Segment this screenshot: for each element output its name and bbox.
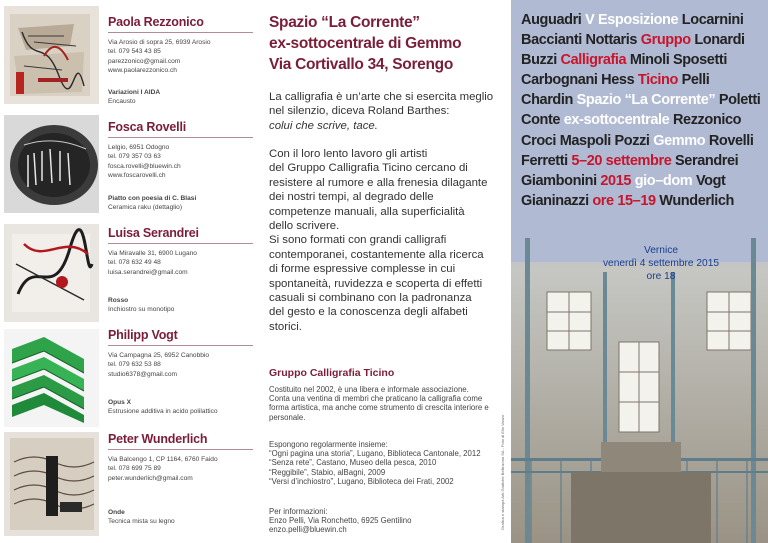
body-line: casuali si combinano con la padronanza <box>269 292 472 305</box>
word-cloud-word: Croci Maspoli Pozzi <box>521 132 654 149</box>
word-cloud-line <box>521 110 766 130</box>
artist-name: Peter Wunderlich <box>108 432 253 450</box>
word-cloud-word: Rovelli <box>708 132 754 149</box>
word-cloud-word: Minoli Sposetti <box>629 52 727 69</box>
info-panel <box>255 0 511 543</box>
artwork-technique: Tecnica mista su legno <box>108 518 175 526</box>
artwork-caption <box>108 88 160 107</box>
word-cloud-word: Ferretti <box>521 152 572 169</box>
artist-card <box>0 110 255 218</box>
exhibitions-list <box>269 440 501 486</box>
word-cloud-line <box>521 151 766 171</box>
body-paragraph <box>269 147 501 334</box>
artist-name: Fosca Rovelli <box>108 120 253 138</box>
exhibitions-heading: Espongono regolarmente insieme: <box>269 440 388 449</box>
word-cloud-word: V Esposizione <box>581 12 682 28</box>
print-credit: Grafica e stampa Arti Grafiche Bellinzona SA - Foto di Elio Vanzo <box>500 414 505 530</box>
email-line: studio6378@gmail.com <box>108 370 178 378</box>
word-cloud-line <box>521 171 766 191</box>
address-line: Via Miravalle 31, 6900 Lugano <box>108 250 197 257</box>
group-description: Costituito nel 2002, è una libera e informale associazione. Conta una ventina di membri che praticano la calligrafia come forma artistica, ma anche come strumento di crescita interiore e personale. <box>269 385 489 422</box>
artwork-caption <box>108 508 175 527</box>
phone-line: tel. 078 632 49 48 <box>108 259 161 267</box>
word-cloud-word: Rezzonico <box>672 112 742 129</box>
artist-card <box>0 0 255 110</box>
word-cloud-word: Baccianti Nottaris <box>521 32 641 49</box>
artwork-technique: Estrusione additiva in acido polilattico <box>108 408 218 416</box>
address-line: Lelgio, 6951 Odogno <box>108 144 170 151</box>
word-cloud-line <box>521 50 766 70</box>
artist-info <box>108 226 253 277</box>
exhibition-item: “Ogni pagina una storia”, Lugano, Biblioteca Cantonale, 2012 <box>269 449 481 459</box>
phone-line: tel. 079 632 53 88 <box>108 361 161 369</box>
word-cloud-word: Giambonini <box>521 172 601 189</box>
artist-address <box>108 249 253 277</box>
word-cloud-word: 2015 <box>600 172 635 189</box>
artwork-thumbnail <box>4 224 99 322</box>
word-cloud-line <box>521 10 766 30</box>
word-cloud-word: Vogt <box>695 172 726 189</box>
artwork-title: Rosso <box>108 297 129 304</box>
phone-line: tel. 078 699 75 89 <box>108 465 161 473</box>
artist-card <box>0 218 255 324</box>
word-cloud-word: Chardin <box>521 92 577 109</box>
artist-info <box>108 120 253 181</box>
artist-address <box>108 351 253 379</box>
artwork-thumbnail <box>4 432 99 536</box>
opening-label: Vernice <box>644 245 678 256</box>
word-cloud-word: gio–dom <box>634 172 696 189</box>
word-cloud-word: Calligrafia <box>560 52 630 69</box>
email-line: parezzonico@gmail.com <box>108 57 181 65</box>
word-cloud-word: Carbognani Hess <box>521 72 638 89</box>
artwork-thumbnail <box>4 115 99 213</box>
word-cloud-word: Gemmo <box>653 132 709 149</box>
word-cloud-line <box>521 191 766 211</box>
word-cloud-word: Pelli <box>681 72 710 89</box>
exhibition-item: “Reggibile”, Stabio, alBagni, 2009 <box>269 467 386 477</box>
body-line: del gesto e la conoscenza degli alfabeti <box>269 306 468 319</box>
body-line: del Gruppo Calligrafia Ticino cercano di <box>269 162 468 175</box>
intro-quote: colui che scrive, tace. <box>269 119 378 132</box>
word-cloud-word: Buzzi <box>521 52 561 69</box>
body-line: dello scrivere. <box>269 220 340 233</box>
email-line: luisa.serandrei@gmail.com <box>108 268 188 276</box>
venue-title <box>269 12 461 75</box>
artist-info <box>108 328 253 379</box>
word-cloud-word: 5–20 settembre <box>571 152 676 169</box>
artist-address <box>108 38 253 76</box>
venue-address: Via Cortivallo 34, Sorengo <box>269 56 453 73</box>
artist-card <box>0 324 255 428</box>
opening-notice <box>561 244 761 283</box>
body-line: Con il loro lento lavoro gli artisti <box>269 148 428 160</box>
artwork-title: Opus X <box>108 399 132 406</box>
artist-name: Luisa Serandrei <box>108 226 253 244</box>
opening-time: ore 18 <box>646 271 676 282</box>
contact-info <box>269 507 501 535</box>
body-line: Si sono formati con grandi calligrafi <box>269 234 447 247</box>
word-cloud-word: Spazio “La Corrente” <box>576 92 719 109</box>
email-line: fosca.rovelli@bluewin.ch <box>108 162 181 170</box>
word-cloud-word: Conte <box>521 112 564 129</box>
group-heading: Gruppo Calligrafia Ticino <box>269 367 395 379</box>
artwork-title: Variazioni I AIDA <box>108 89 161 96</box>
word-cloud-word: Gianinazzi <box>521 192 593 209</box>
word-cloud-word: ex-sottocentrale <box>563 112 673 129</box>
artwork-technique: Encausto <box>108 98 136 106</box>
website-line: www.foscarovelli.ch <box>108 172 166 180</box>
word-cloud-word: Gruppo <box>640 32 695 49</box>
artist-address <box>108 455 253 483</box>
artists-panel <box>0 0 255 543</box>
body-line: resistere al rumore e alla frenesia dilagante <box>269 176 488 189</box>
contact-email: enzo.pelli@bluewin.ch <box>269 525 347 535</box>
intro-paragraph <box>269 90 501 133</box>
exhibition-item: “Versi d’inchiostro”, Lugano, Biblioteca dei Frati, 2002 <box>269 476 454 486</box>
artwork-technique: Inchiostro su monotipo <box>108 306 175 314</box>
word-cloud-line <box>521 30 766 50</box>
body-line: competenze manuali, alla superficialità <box>269 205 465 218</box>
body-line: spontaneità, ruvidezza e scoperta di effetti <box>269 277 483 290</box>
body-line: di forme espressive complesse in cui <box>269 263 456 276</box>
email-line: peter.wunderlich@gmail.com <box>108 474 193 482</box>
body-line: dei nostri tempi, al degrado delle <box>269 191 434 204</box>
artist-info <box>108 432 253 483</box>
artwork-thumbnail <box>4 6 99 104</box>
intro-text: La calligrafia è un’arte che si esercita meglio nel silenzio, diceva Roland Barthes: <box>269 91 494 118</box>
artist-name: Paola Rezzonico <box>108 15 253 33</box>
body-line: storici. <box>269 320 302 333</box>
address-line: Via Campagna 25, 6952 Canobbio <box>108 352 210 359</box>
word-cloud-word: Ticino <box>637 72 682 89</box>
address-line: Via Balcengo 1, CP 1164, 6760 Faido <box>108 456 218 463</box>
word-cloud-line <box>521 90 766 110</box>
artist-address <box>108 143 253 181</box>
word-cloud-line <box>521 131 766 151</box>
phone-line: tel. 079 543 43 85 <box>108 48 161 56</box>
contact-address: Enzo Pelli, Via Ronchetto, 6925 Gentilino <box>269 516 412 526</box>
word-cloud-word: Serandrei <box>675 152 739 169</box>
word-cloud-word: Lonardi <box>694 32 745 49</box>
website-line: www.paolarezzonico.ch <box>108 67 177 75</box>
artwork-title: Onde <box>108 509 125 516</box>
venue-name: Spazio “La Corrente” <box>269 14 420 31</box>
artwork-technique: Ceramica raku (dettaglio) <box>108 204 183 212</box>
names-word-cloud <box>521 10 766 211</box>
artist-card <box>0 428 255 543</box>
artist-info <box>108 15 253 76</box>
word-cloud-word: Wunderlich <box>659 192 734 209</box>
exhibition-item: “Senza rete”, Castano, Museo della pesca, 2010 <box>269 458 437 468</box>
contact-heading: Per informazioni: <box>269 507 328 516</box>
artwork-caption <box>108 398 218 417</box>
opening-date: venerdì 4 settembre 2015 <box>602 258 720 269</box>
artist-name: Philipp Vogt <box>108 328 253 346</box>
artwork-title: Piatto con poesia di C. Blasi <box>108 195 197 202</box>
word-cloud-word: ore 15–19 <box>592 192 660 209</box>
artwork-caption <box>108 296 174 315</box>
cover-panel <box>511 0 768 543</box>
word-cloud-word: Poletti <box>718 92 761 109</box>
phone-line: tel. 079 357 03 63 <box>108 153 161 161</box>
address-line: Via Arosio di sopra 25, 6939 Arosio <box>108 39 211 46</box>
venue-subtitle: ex-sottocentrale di Gemmo <box>269 35 462 52</box>
word-cloud-word: Auguadri <box>521 12 582 28</box>
artwork-caption <box>108 194 196 213</box>
word-cloud-word: Locarnini <box>681 12 744 28</box>
body-line: contemporanei, costantemente alla ricerca <box>269 248 484 261</box>
artwork-thumbnail <box>4 329 99 427</box>
word-cloud-line <box>521 70 766 90</box>
